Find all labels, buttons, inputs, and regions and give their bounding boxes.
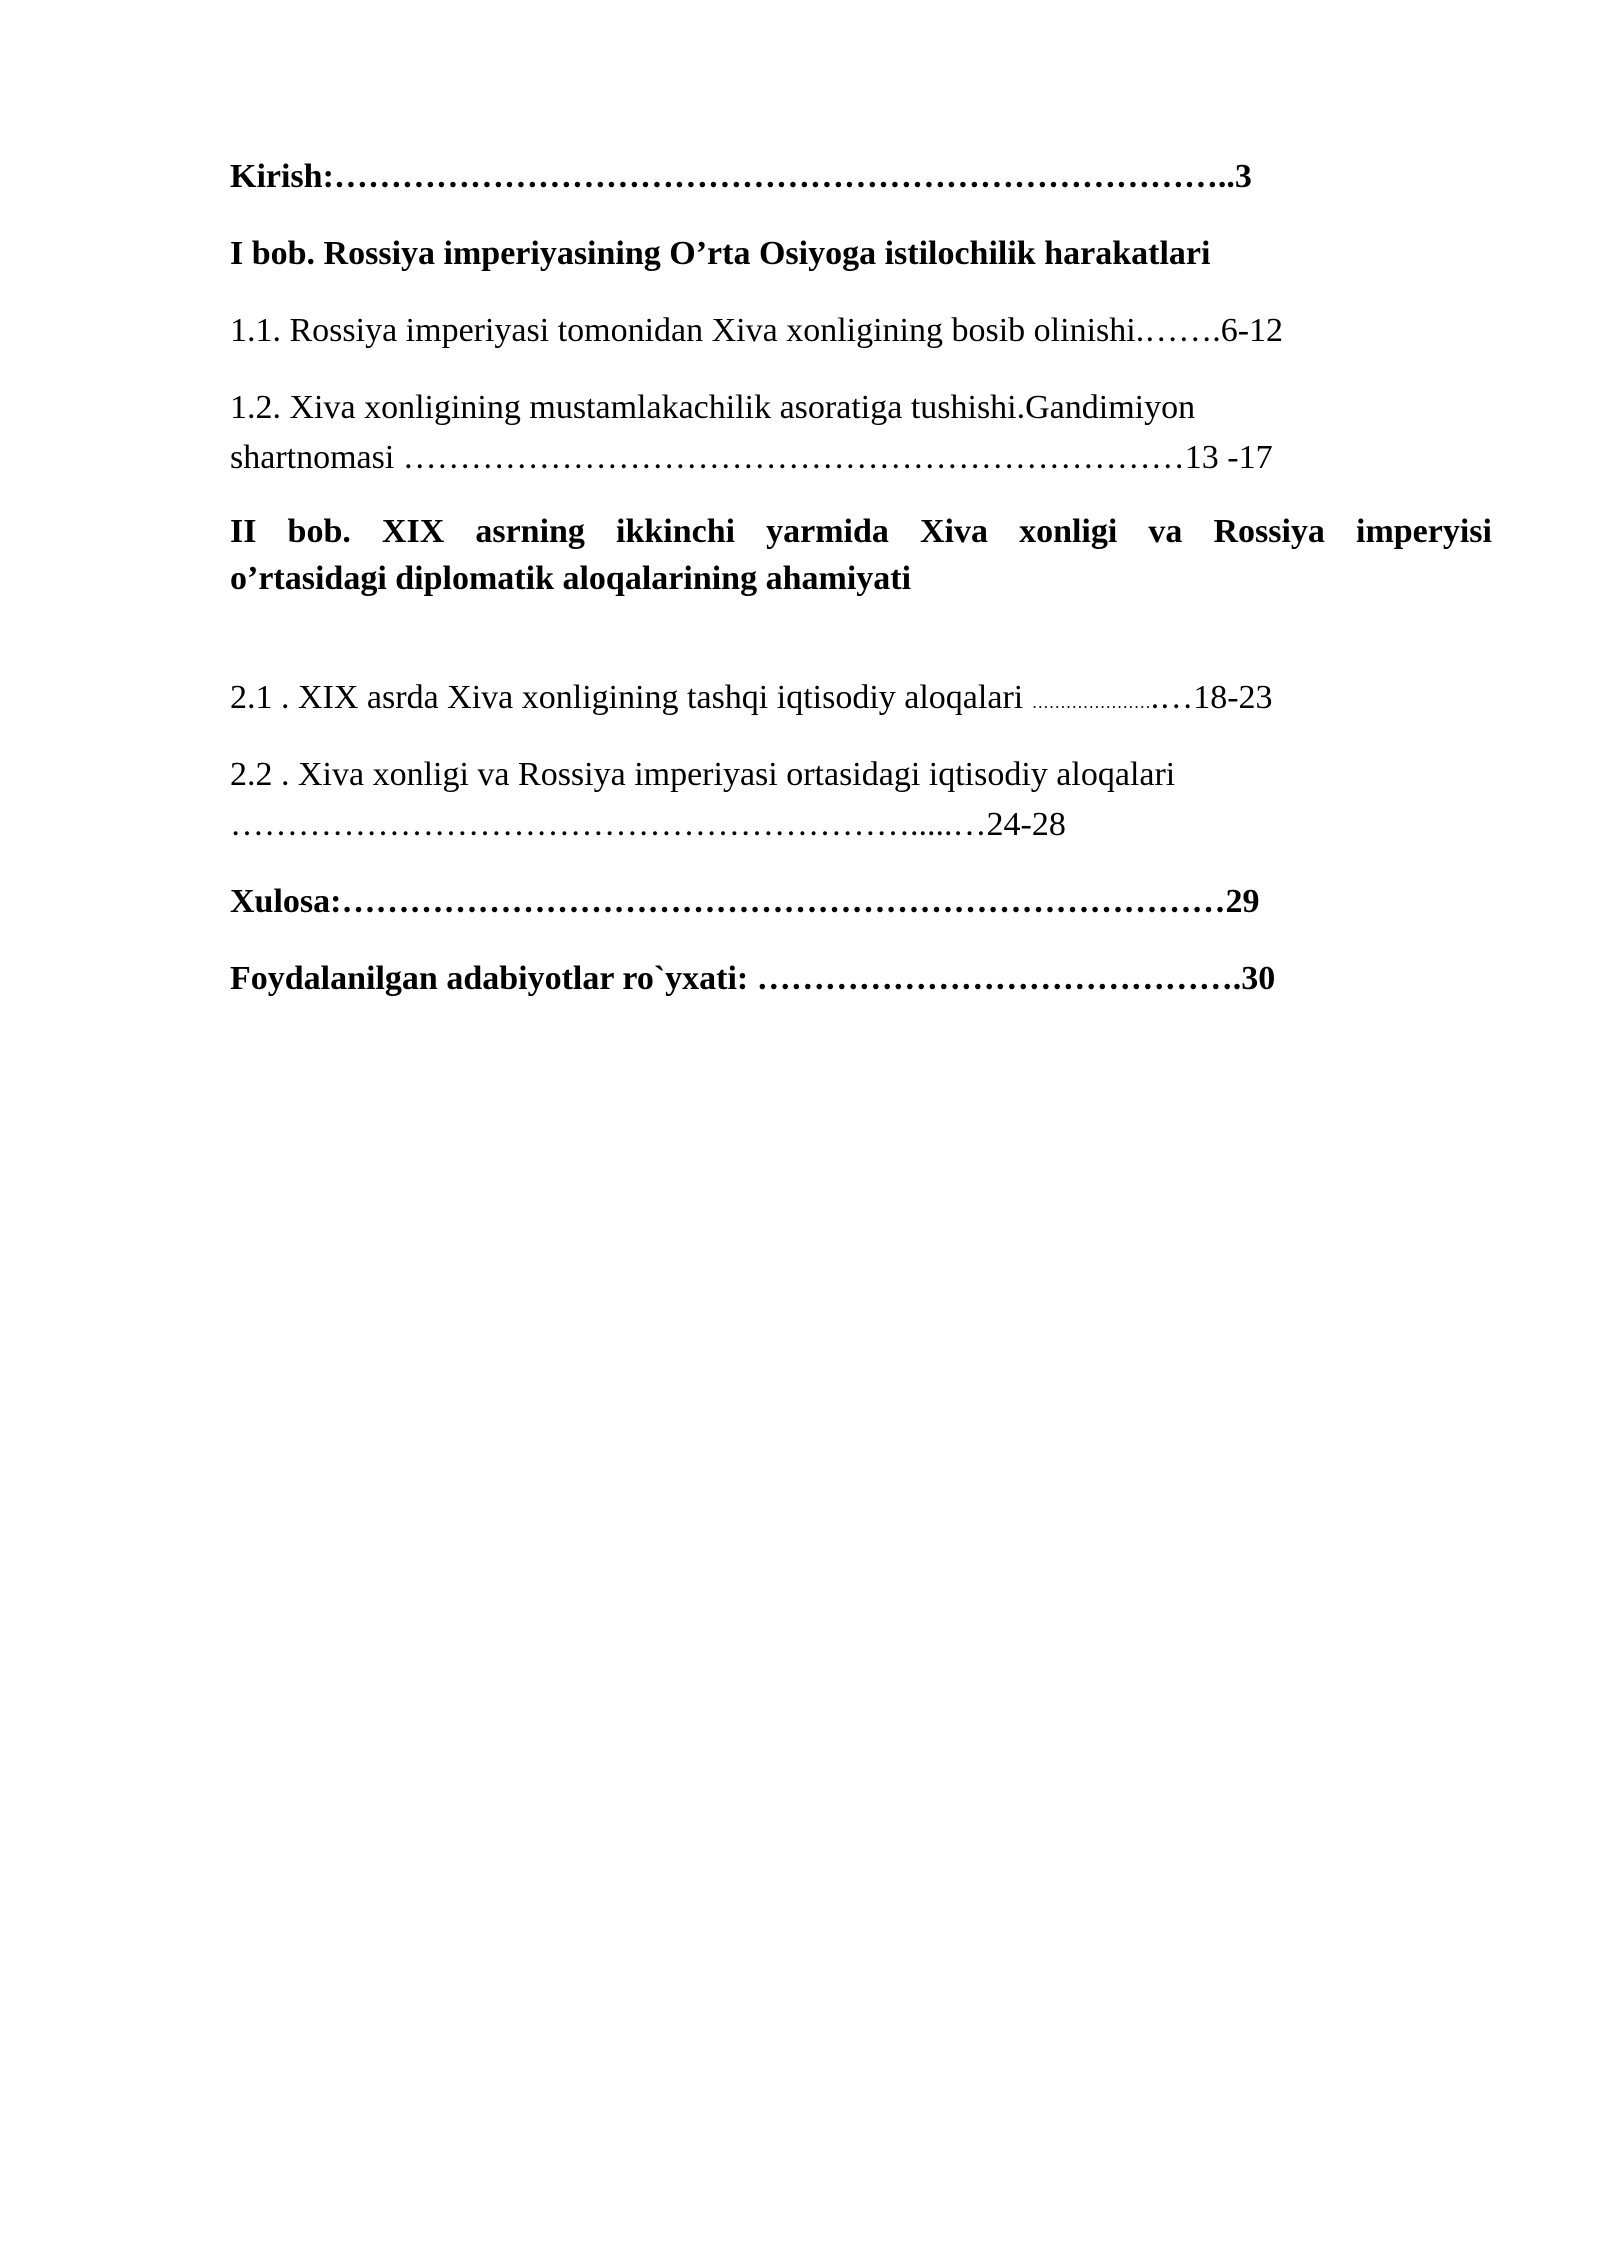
toc-entry-2-1 [230, 673, 1273, 728]
toc-entry-1-2-line-1: 1.2. Xiva xonligining mustamlakachilik asoratiga tushishi.Gandimiyon [230, 389, 1196, 426]
toc-entry-1-1: 1.1. Rossiya imperiyasi tomonidan Xiva xonligining bosib olinishi.…….6-12 [230, 312, 1284, 349]
toc-entry-2-1-page: .…18-23 [1150, 679, 1273, 716]
toc-chapter-2-title-line-2: o’rtasidagi diplomatik aloqalarining ahamiyati [230, 560, 912, 597]
toc-entry-1-2-line-2: shartnomasi ……………………………………………………………13 -17 [230, 439, 1273, 476]
toc-entry-2-2-line-2: …………………………………………………….....…24-28 [230, 806, 1066, 843]
toc-entry-adabiyotlar: Foydalanilgan adabiyotlar ro`yxati: …………………………………….30 [230, 960, 1276, 997]
toc-entry-2-1-text: 2.1 . XIX asrda Xiva xonligining tashqi iqtisodiy aloqalari [230, 679, 1032, 716]
toc-entry-kirish: Kirish:……………………………………………………………………..3 [230, 158, 1252, 195]
toc-entry-2-1-leader-dots: ………………… [1031, 693, 1151, 712]
toc-chapter-1-title: I bob. Rossiya imperiyasining O’rta Osiyoga istilochilik harakatlari [230, 235, 1211, 272]
toc-entry-2-2-line-1: 2.2 . Xiva xonligi va Rossiya imperiyasi ortasidagi iqtisodiy aloqalari [230, 756, 1176, 793]
toc-entry-xulosa: Xulosa:……………………………………………………………………29 [230, 883, 1260, 920]
toc-chapter-2-title-line-1: II bob. XIX asrning ikkinchi yarmida Xiva xonligi va Rossiya imperyisi [230, 513, 1492, 550]
